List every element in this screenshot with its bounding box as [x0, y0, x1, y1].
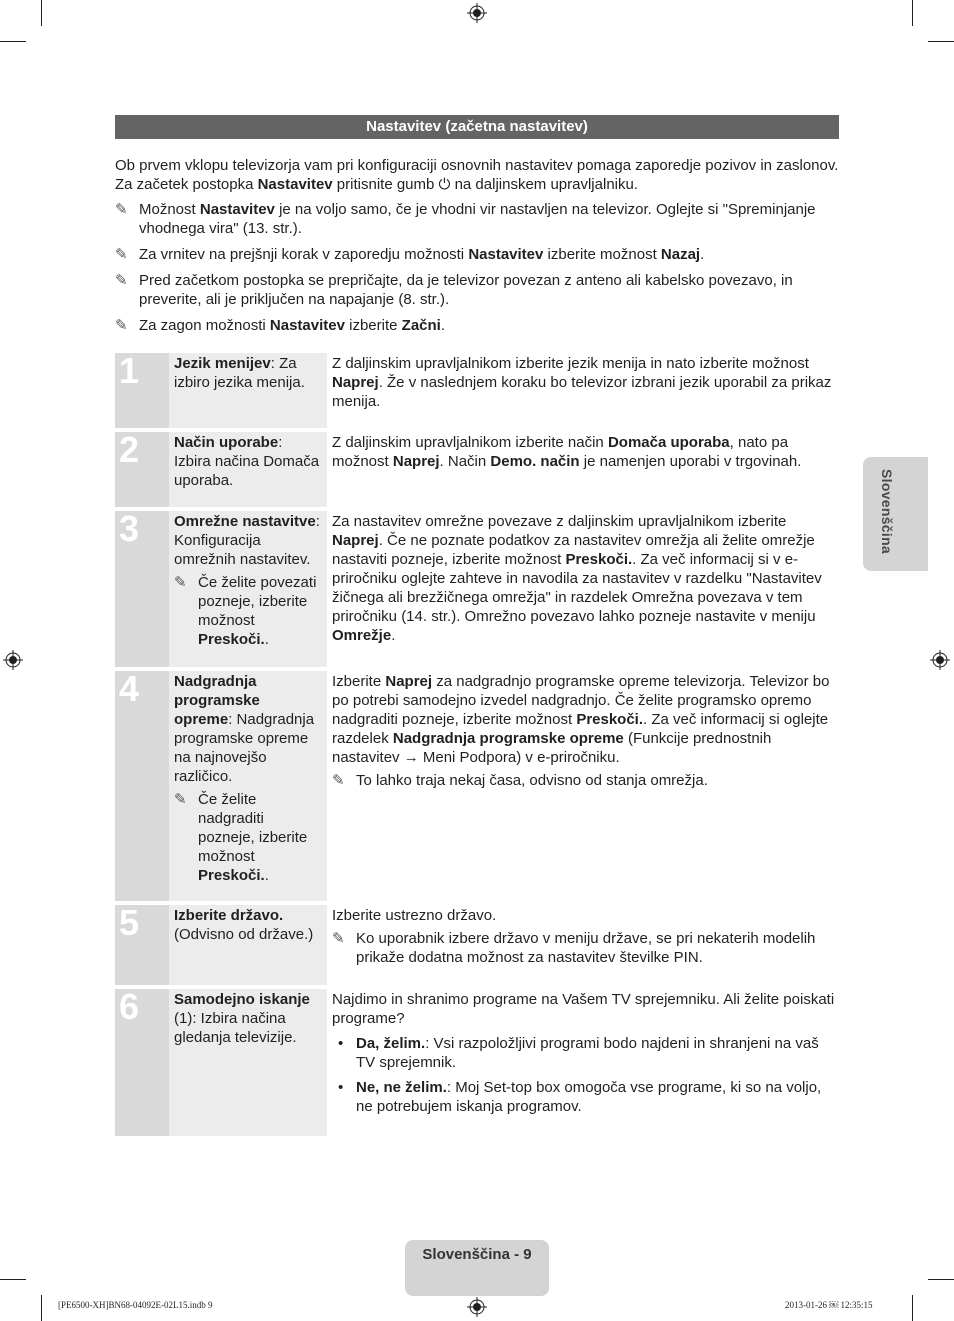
note-text: Za vrnitev na prejšnji korak v zaporedju možnosti [139, 246, 469, 263]
step-number: 5 [115, 905, 169, 985]
note-text-bold: Začni [401, 317, 441, 334]
desc-text: Najdimo in shranimo programe na Vašem TV sprejemniku. Ali želite poiskati programe? [332, 991, 835, 1027]
step-label-text: : Za izbiro jezika menija. [174, 355, 305, 391]
desc-text-bold: Naprej [332, 532, 379, 549]
intro-text-part: pritisnite gumb [332, 176, 439, 193]
note-text: Ko uporabnik izbere državo v meniju države, se pri nekaterih modelih prikaže dodatna možnost za nastavitev številke PIN. [356, 930, 816, 966]
desc-text: . [391, 627, 396, 644]
intro-text-bold: Nastavitev [257, 176, 333, 193]
print-slug-right: 2013-01-26 ￼ 12:35:15 [785, 1300, 873, 1310]
step-description-text [332, 990, 839, 1028]
note-text: Možnost [139, 201, 200, 218]
note-text: izberite možnost [543, 246, 661, 263]
desc-text: (Funkcije prednostnih nastavitev → Meni Podpora) v e-priročniku. [332, 730, 772, 766]
step-label-note [174, 573, 322, 649]
step-label [169, 989, 327, 1136]
intro-text-part: na daljinskem upravljalniku. [450, 176, 639, 193]
step-description [332, 990, 839, 1116]
note-text: . [700, 246, 705, 263]
pen-icon: ✎ [332, 772, 345, 789]
note-text-bold: Preskoči. [198, 867, 265, 884]
desc-text: Z daljinskim upravljalnikom izberite način [332, 434, 608, 451]
note-text: Če želite nadgraditi pozneje, izberite možnost [198, 791, 308, 865]
intro-notes [115, 200, 839, 335]
note-text: Pred začetkom postopka se prepričajte, da je televizor povezan z anteno ali kabelsko povezavo, in preverite, ali je priključen na napajanje (8. str.). [139, 272, 793, 308]
step-label-bold: Nadgradnja programske opreme [174, 673, 260, 728]
note-text-bold: Nastavitev [269, 317, 345, 334]
desc-text-bold: Demo. način [490, 453, 580, 470]
intro-note [115, 316, 839, 335]
print-slug-left: [PE6500-XH]BN68-04092E-02L15.indb 9 [58, 1300, 213, 1310]
setup-step [115, 350, 839, 428]
step-label-text: : Konfiguracija omrežnih nastavitev. [174, 513, 320, 568]
desc-text: . Za več informacij si v e-priročniku oglejte zahteve in navodila za nastavitev v razdelku "Nastavitev žičnega ali brezžičnega omrežja" in razdelek Omrežna povezava v tem priročniku (14. str.). Omrežno povezavo lahko pozneje nastavite v meniju [332, 551, 822, 625]
desc-text: . Že v naslednjem koraku bo televizor izbrani jezik uporabil za prikaz menija. [332, 374, 832, 410]
step-label [169, 353, 327, 428]
bullet-item [332, 1034, 839, 1072]
step-description-text [332, 433, 839, 471]
language-side-tab [863, 457, 928, 571]
pen-icon: ✎ [174, 791, 187, 808]
bullet-bold: Da, želim. [356, 1035, 426, 1052]
intro-note [115, 245, 839, 264]
step-description-text [332, 906, 839, 925]
desc-text: Izberite ustrezno državo. [332, 907, 497, 924]
intro-note [115, 200, 839, 238]
step-description-text [332, 512, 839, 645]
desc-text-bold: Nadgradnja programske opreme [392, 730, 624, 747]
pen-icon: ✎ [332, 930, 345, 947]
step-number: 3 [115, 511, 169, 667]
note-text-bold: Nazaj [660, 246, 701, 263]
page-number-tab [405, 1240, 549, 1296]
note-text: To lahko traja nekaj časa, odvisno od stanja omrežja. [356, 772, 708, 789]
step-label-bold: Omrežne nastavitve [174, 513, 316, 530]
step-description-text [332, 354, 839, 411]
bullet-dot-icon: • [338, 1035, 344, 1052]
desc-text-bold: Preskoči. [576, 711, 644, 728]
desc-text-bold: Preskoči. [565, 551, 633, 568]
note-text-bold: Nastavitev [199, 201, 275, 218]
desc-text: , nato pa možnost [332, 434, 789, 470]
setup-step [115, 508, 839, 667]
desc-text: Z daljinskim upravljalnikom izberite jezik menija in nato izberite možnost [332, 355, 809, 372]
bullet-text: : Moj Set-top box omogoča vse programe, ki so na voljo, ne potrebujem iskanja programov. [356, 1079, 822, 1115]
intro-note [115, 271, 839, 309]
bullet-dot-icon: • [338, 1079, 344, 1096]
note-text: . [440, 317, 446, 334]
step-description-text [332, 672, 839, 767]
desc-text: . Za več informacij si oglejte razdelek [332, 711, 829, 747]
note-text: . [264, 867, 269, 884]
bullet-bold: Ne, ne želim. [356, 1079, 447, 1096]
note-text: . [264, 631, 269, 648]
note-text: je na voljo samo, če je vhodni vir nastavljen na televizor. Oglejte si "Spreminjanje vhodnega vira" (13. str.). [139, 201, 816, 237]
desc-text: je namenjen uporabi v trgovinah. [579, 453, 802, 470]
registration-mark-icon [467, 3, 487, 23]
registration-mark-icon [467, 1297, 487, 1317]
step-label [169, 671, 327, 901]
crop-mark [41, 1295, 42, 1321]
pen-icon: ✎ [115, 201, 128, 218]
step-description [332, 354, 839, 411]
step-description [332, 672, 839, 790]
step-label-bold: Samodejno iskanje [174, 991, 310, 1008]
step-label [169, 432, 327, 507]
note-text: Za zagon možnosti [139, 317, 270, 334]
desc-text: za nadgradnjo programske opreme televizorja. Televizor bo po potrebi samodejno izvedel nadgradnjo. Če želite programsko opremo nadgraditi pozneje, izberite možnost [332, 673, 830, 728]
step-label-bold: Izberite državo. [174, 907, 284, 924]
intro-text-part: Ob prvem vklopu televizorja vam pri konfiguraciji osnovnih nastavitev pomaga zaporedje pozivov in zaslonov. Za začetek postopka [115, 157, 839, 193]
note-text-bold: Nastavitev [468, 246, 544, 263]
step-description-note [332, 771, 839, 790]
step-label [169, 905, 327, 985]
intro-text [115, 156, 839, 342]
setup-step [115, 986, 839, 1136]
step-description [332, 906, 839, 967]
step-number: 2 [115, 432, 169, 507]
bullet-text: : Vsi razpoložljivi programi bodo najdeni in shranjeni na vaš TV sprejemnik. [356, 1035, 819, 1071]
setup-step [115, 668, 839, 901]
crop-mark [928, 41, 954, 42]
step-number: 4 [115, 671, 169, 901]
step-description [332, 512, 839, 645]
step-description-note [332, 929, 839, 967]
desc-text: . Način [439, 453, 491, 470]
desc-text: Izberite [332, 673, 386, 690]
desc-text-bold: Naprej [392, 453, 440, 470]
step-number: 6 [115, 989, 169, 1136]
desc-text-bold: Omrežje [332, 627, 392, 644]
step-label-text: (Odvisno od države.) [174, 926, 314, 943]
pen-icon: ✎ [115, 272, 128, 289]
registration-mark-icon [930, 650, 950, 670]
crop-mark [0, 41, 26, 42]
page-number-label: Slovenščina - 9 [422, 1246, 532, 1263]
desc-text: . Če ne poznate podatkov za nastavitev omrežja ali želite omrežje nastaviti pozneje, izberite možnost [332, 532, 815, 568]
desc-text: Za nastavitev omrežne povezave z daljinskim upravljalnikom izberite [332, 513, 787, 530]
step-label-text: : Nadgradnja programske opreme na najnovejšo različico. [174, 711, 315, 785]
bullet-item [332, 1078, 839, 1116]
crop-mark [912, 1295, 913, 1321]
note-text: Če želite povezati pozneje, izberite možnost [198, 574, 317, 629]
side-tab-label: Slovenščina [879, 469, 895, 555]
step-label-bold: Način uporabe [174, 434, 279, 451]
crop-mark [41, 0, 42, 26]
step-label [169, 511, 327, 667]
step-label-text: : Izbira načina Domača uporaba. [174, 434, 320, 489]
crop-mark [912, 0, 913, 26]
step-label-note [174, 790, 322, 885]
desc-text-bold: Domača uporaba [607, 434, 730, 451]
power-icon: ⏻ [438, 176, 451, 193]
step-description [332, 433, 839, 471]
registration-mark-icon [3, 650, 23, 670]
note-text-bold: Preskoči. [198, 631, 265, 648]
pen-icon: ✎ [174, 574, 187, 591]
crop-mark [0, 1279, 26, 1280]
desc-text-bold: Naprej [332, 374, 379, 391]
desc-text-bold: Naprej [385, 673, 433, 690]
pen-icon: ✎ [115, 246, 128, 263]
pen-icon: ✎ [115, 317, 128, 334]
intro-paragraph [115, 156, 839, 194]
setup-step [115, 429, 839, 507]
step-label-bold: Jezik menijev [174, 355, 271, 372]
note-text: izberite [344, 317, 402, 334]
step-number: 1 [115, 353, 169, 428]
crop-mark [928, 1279, 954, 1280]
step-label-text: (1): Izbira načina gledanja televizije. [174, 1010, 297, 1046]
section-header: Nastavitev (začetna nastavitev) [115, 115, 839, 139]
setup-step [115, 902, 839, 985]
